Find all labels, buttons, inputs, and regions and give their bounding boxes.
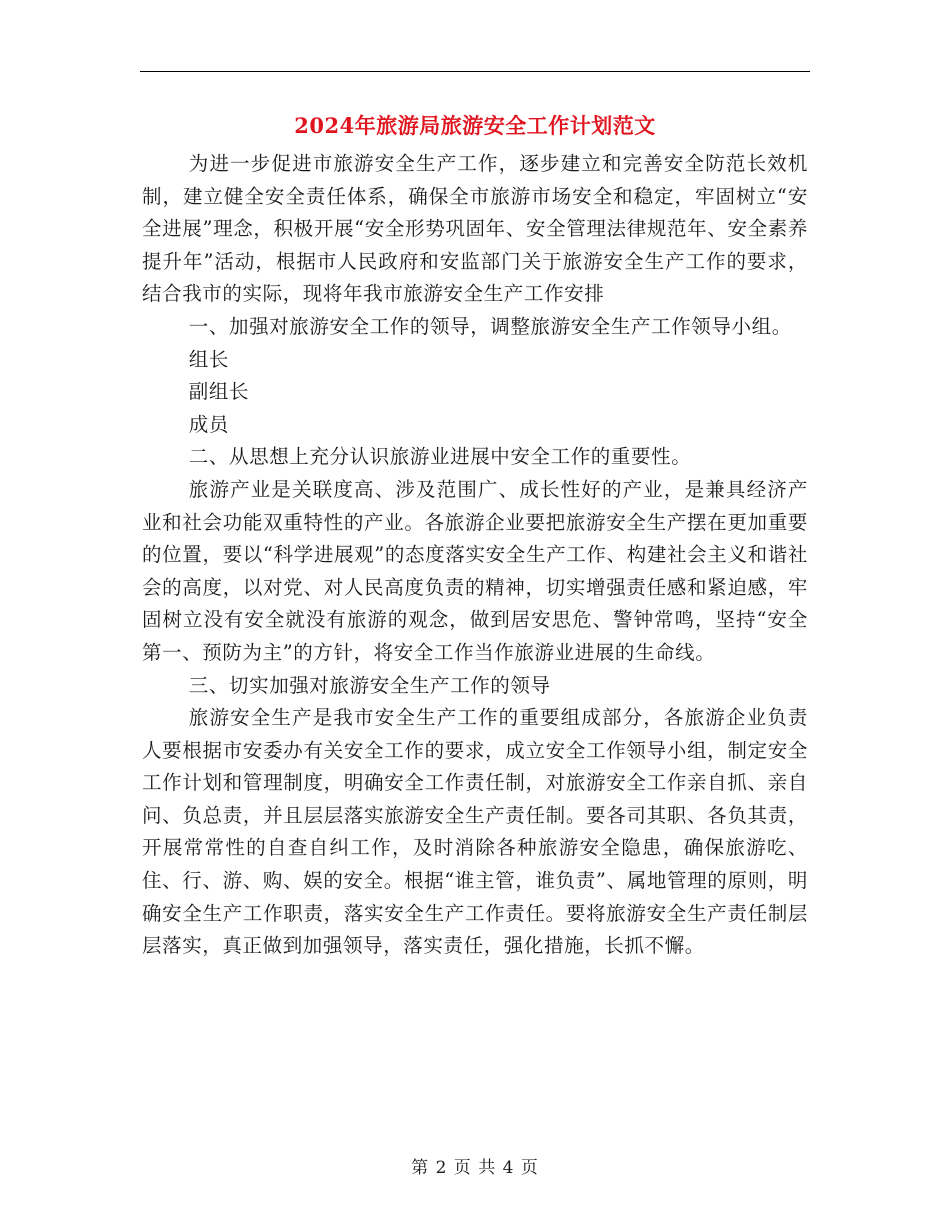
- paragraph-section-2: 旅游产业是关联度高、涉及范围广、成长性好的产业，是兼具经济产业和社会功能双重特性的产业。各旅游企业要把旅游安全生产摆在更加重要的位置，要以“科学进展观”的态度落实安全生产工作、构建社会主义和谐社会的高度，以对党、对人民高度负责的精神，切实增强责任感和紧迫感，牢固树立没有安全就没有旅游的观念，做到居安思危、警钟常鸣，坚持“安全第一、预防为主”的方针，将安全工作当作旅游业进展的生命线。: [142, 477, 808, 664]
- document-body: [142, 148, 808, 963]
- role-deputy-leader: 副组长: [188, 380, 250, 404]
- page-number: 第 2 页 共 4 页: [411, 1158, 539, 1178]
- paragraph-intro: 为进一步促进市旅游安全生产工作，逐步建立和完善安全防范长效机制，建立健全安全责任体系，确保全市旅游市场安全和稳定，牢固树立“安全进展”理念，积极开展“安全形势巩固年、安全管理法律规范年、安全素养提升年”活动，根据市人民政府和安监部门关于旅游安全生产工作的要求，结合我市的实际，现将年我市旅游安全生产工作安排: [142, 152, 808, 306]
- section-heading-2: 二、从思想上充分认识旅游业进展中安全工作的重要性。: [188, 445, 692, 469]
- document-title: 2024年旅游局旅游安全工作计划范文: [294, 113, 656, 138]
- paragraph-section-3: 旅游安全生产是我市安全生产工作的重要组成部分，各旅游企业负责人要根据市安委办有关安全工作的要求，成立安全工作领导小组，制定安全工作计划和管理制度，明确安全工作责任制，对旅游安全工作亲自抓、亲自问、负总责，并且层层落实旅游安全生产责任制。要各司其职、各负其责，开展常常性的自查自纠工作，及时消除各种旅游安全隐患，确保旅游吃、住、行、游、购、娱的安全。根据“谁主管，谁负责”、属地管理的原则，明确安全生产工作职责，落实安全生产工作责任。要将旅游安全生产责任制层层落实，真正做到加强领导，落实责任，强化措施，长抓不懈。: [142, 706, 808, 958]
- header-rule: [140, 71, 810, 72]
- role-leader: 组长: [188, 347, 229, 371]
- section-heading-1: 一、加强对旅游安全工作的领导，调整旅游安全生产工作领导小组。: [188, 314, 792, 338]
- section-heading-3: 三、切实加强对旅游安全生产工作的领导: [188, 673, 551, 697]
- role-members: 成员: [188, 412, 229, 436]
